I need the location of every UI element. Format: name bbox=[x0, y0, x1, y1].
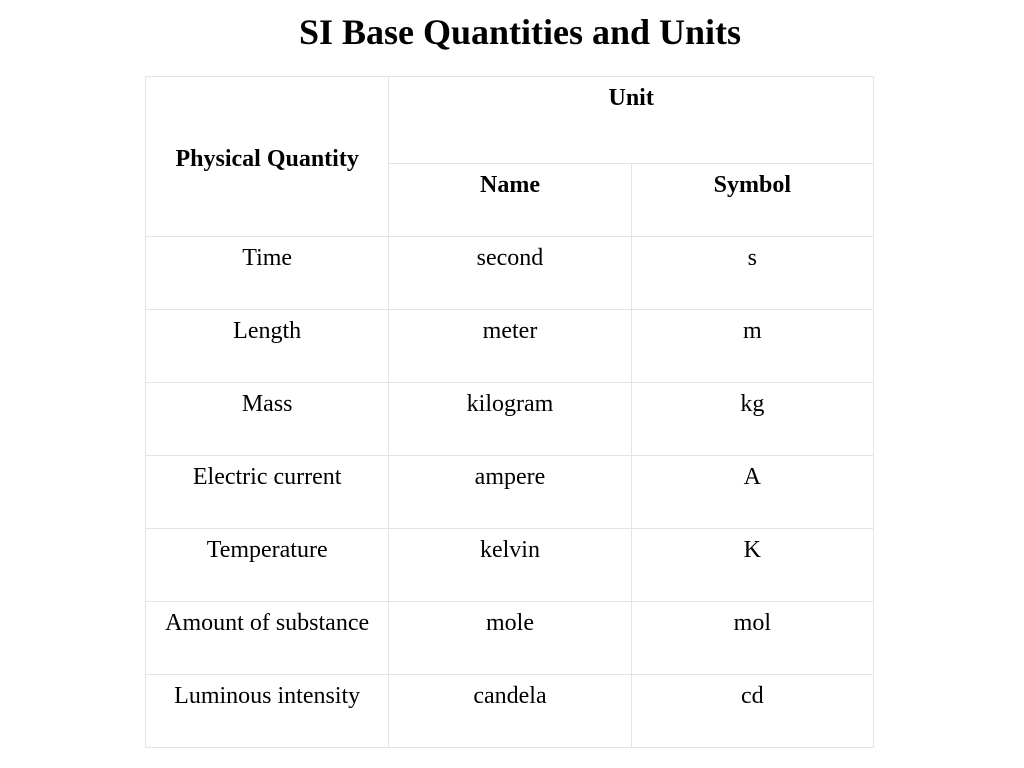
page-title: SI Base Quantities and Units bbox=[298, 12, 742, 52]
unit-name-cell: kelvin bbox=[389, 529, 631, 602]
table-row bbox=[146, 456, 874, 529]
unit-symbol-cell: A bbox=[631, 456, 873, 529]
header-physical-quantity: Physical Quantity bbox=[146, 77, 389, 237]
quantity-cell: Mass bbox=[146, 383, 389, 456]
header-name: Name bbox=[389, 164, 631, 237]
quantity-cell: Amount of substance bbox=[146, 602, 389, 675]
unit-symbol-cell: K bbox=[631, 529, 873, 602]
unit-name-cell: candela bbox=[389, 675, 631, 748]
quantity-cell: Temperature bbox=[146, 529, 389, 602]
quantity-cell: Length bbox=[146, 310, 389, 383]
unit-symbol-cell: mol bbox=[631, 602, 873, 675]
unit-symbol-cell: s bbox=[631, 237, 873, 310]
unit-name-cell: second bbox=[389, 237, 631, 310]
unit-name-cell: kilogram bbox=[389, 383, 631, 456]
table-header-row bbox=[146, 77, 874, 164]
table-row bbox=[146, 602, 874, 675]
unit-symbol-cell: kg bbox=[631, 383, 873, 456]
quantity-cell: Time bbox=[146, 237, 389, 310]
si-units-table bbox=[145, 76, 874, 748]
table-row bbox=[146, 310, 874, 383]
header-symbol: Symbol bbox=[631, 164, 873, 237]
table-row bbox=[146, 383, 874, 456]
header-unit: Unit bbox=[389, 77, 874, 164]
table-row bbox=[146, 675, 874, 748]
table-row bbox=[146, 529, 874, 602]
table-row bbox=[146, 237, 874, 310]
unit-name-cell: mole bbox=[389, 602, 631, 675]
unit-symbol-cell: cd bbox=[631, 675, 873, 748]
quantity-cell: Luminous intensity bbox=[146, 675, 389, 748]
quantity-cell: Electric current bbox=[146, 456, 389, 529]
unit-name-cell: ampere bbox=[389, 456, 631, 529]
unit-symbol-cell: m bbox=[631, 310, 873, 383]
unit-name-cell: meter bbox=[389, 310, 631, 383]
